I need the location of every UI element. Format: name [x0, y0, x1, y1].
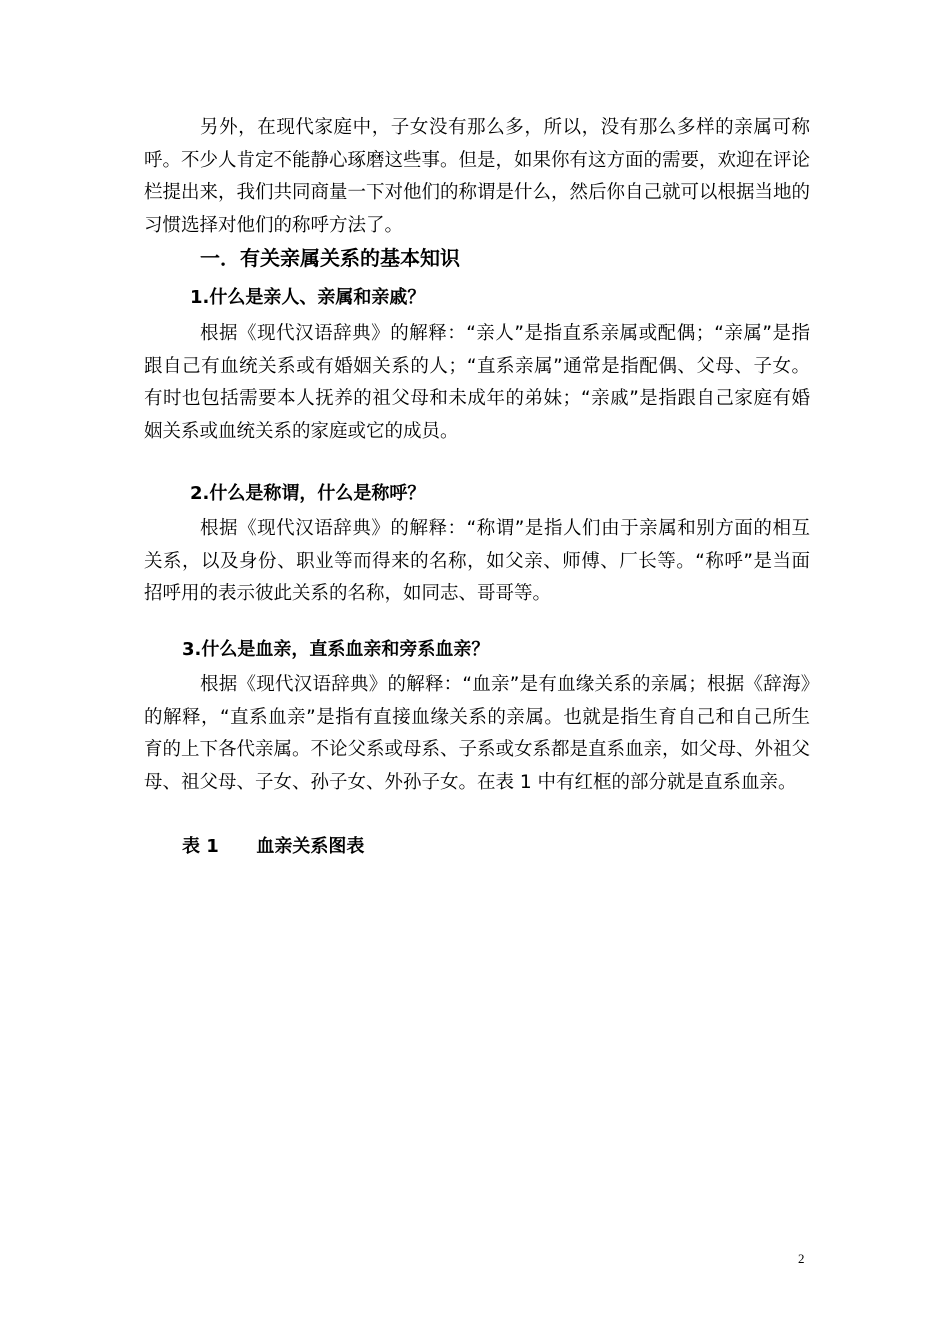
question-3-body: 根据《现代汉语辞典》的解释：“血亲”是有血缘关系的亲属；根据《辞海》的解释，“直系血亲”是指有直接血缘关系的亲属。也就是指生育自己和自己所生育的上下各代亲属。不论父系或母系、子系或女系都是直系血亲，如父母、外祖父母、祖父母、子女、孙子女、外孙子女。在表 1 中有红框的部分就是直系血亲。 [144, 674, 811, 793]
intro-paragraph: 另外，在现代家庭中，子女没有那么多，所以，没有那么多样的亲属可称呼。不少人肯定不能静心琢磨这些事。但是，如果你有这方面的需要，欢迎在评论栏提出来，我们共同商量一下对他们的称谓是什么，然后你自己就可以根据当地的习惯选择对他们的称呼方法了。 [144, 117, 811, 236]
question-1-body: 根据《现代汉语辞典》的解释：“亲人”是指直系亲属或配偶；“亲属”是指跟自己有血统关系或有婚姻关系的人；“直系亲属”通常是指配偶、父母、子女。有时也包括需要本人抚养的祖父母和未成年的弟妹；“亲戚”是指跟自己家庭有婚姻关系或血统关系的家庭或它的成员。 [144, 323, 810, 442]
table-caption: 表 1 血亲关系图表 [182, 836, 365, 857]
question-2-body: 根据《现代汉语辞典》的解释：“称谓”是指人们由于亲属和别方面的相互关系，以及身份、职业等而得来的名称，如父亲、师傅、厂长等。“称呼”是当面招呼用的表示彼此关系的名称，如同志、哥哥等。 [144, 518, 810, 604]
question-2-heading: 2.什么是称谓，什么是称呼？ [190, 483, 426, 504]
page-number: 2 [798, 1251, 805, 1266]
section-heading: 一．有关亲属关系的基本知识 [200, 246, 460, 270]
question-1-heading: 1.什么是亲人、亲属和亲戚？ [190, 287, 426, 308]
question-3-heading: 3.什么是血亲，直系血亲和旁系血亲？ [182, 639, 490, 660]
